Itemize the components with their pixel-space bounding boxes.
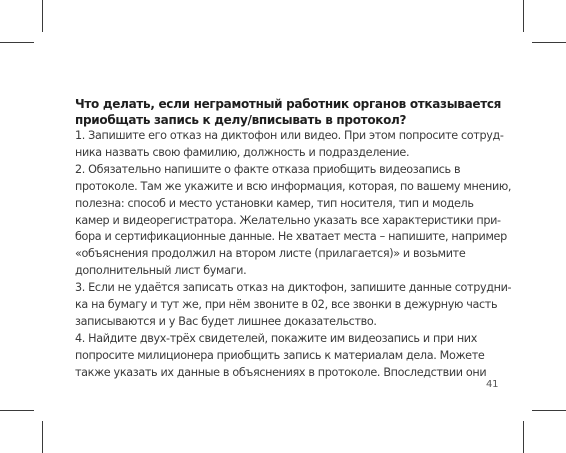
crop-mark-top-left-horizontal [0,42,34,43]
text-line: «объяснения продолжил на втором листе (прилагается)» и возьмите [75,247,466,261]
text-line: полезна: способ и место установки камер, тип носителя, тип и модель [75,196,474,210]
crop-mark-bottom-right-vertical [523,421,524,453]
text-line: бора и сертификационные данные. Не хватает места – напишите, например [75,230,507,244]
crop-mark-bottom-left-vertical [42,421,43,453]
text-line: 2. Обязательно напишите о факте отказа приобщить видеозапись в [75,162,461,176]
text-line: 3. Если не удаётся записать отказ на диктофон, запишите данные сотрудни- [75,281,512,295]
paragraph-3 [75,280,512,331]
text-line: записываются и у Вас будет лишнее доказательство. [75,314,377,328]
crop-mark-top-right-vertical [523,0,524,32]
text-line: протоколе. Там же укажите и всю информация, которая, по вашему мнению, [75,179,512,193]
paragraph-1 [75,128,504,162]
text-line: 4. Найдите двух-трёх свидетелей, покажите им видеозапись и при них [75,331,478,345]
heading-line: Что делать, если неграмотный работник органов отказывается [75,97,502,111]
section-heading [75,96,502,128]
text-line: попросите милиционера приобщить запись к материалам дела. Можете [75,348,485,362]
text-line: ника назвать свою фамилию, должность и подразделение. [75,145,410,159]
text-line: ка на бумагу и тут же, при нём звоните в 02, все звонки в дежурную часть [75,298,498,312]
paragraph-2 [75,162,512,280]
page-number: 41 [486,379,499,390]
crop-mark-top-right-horizontal [532,42,566,43]
page-content [75,96,512,382]
crop-mark-top-left-vertical [42,0,43,32]
text-line: 1. Запишите его отказ на диктофон или видео. При этом попросите сотруд- [75,129,504,142]
text-line: дополнительный лист бумаги. [75,264,247,278]
paragraph-4 [75,331,495,382]
heading-line: приобщать запись к делу/вписывать в протокол? [75,113,407,127]
text-line: камер и видеорегистратора. Желательно указать все характеристики при- [75,213,501,227]
text-line: также указать их данные в объяснениях в протоколе. Впоследствии они [75,365,487,379]
crop-mark-bottom-right-horizontal [532,410,566,411]
crop-mark-bottom-left-horizontal [0,410,34,411]
